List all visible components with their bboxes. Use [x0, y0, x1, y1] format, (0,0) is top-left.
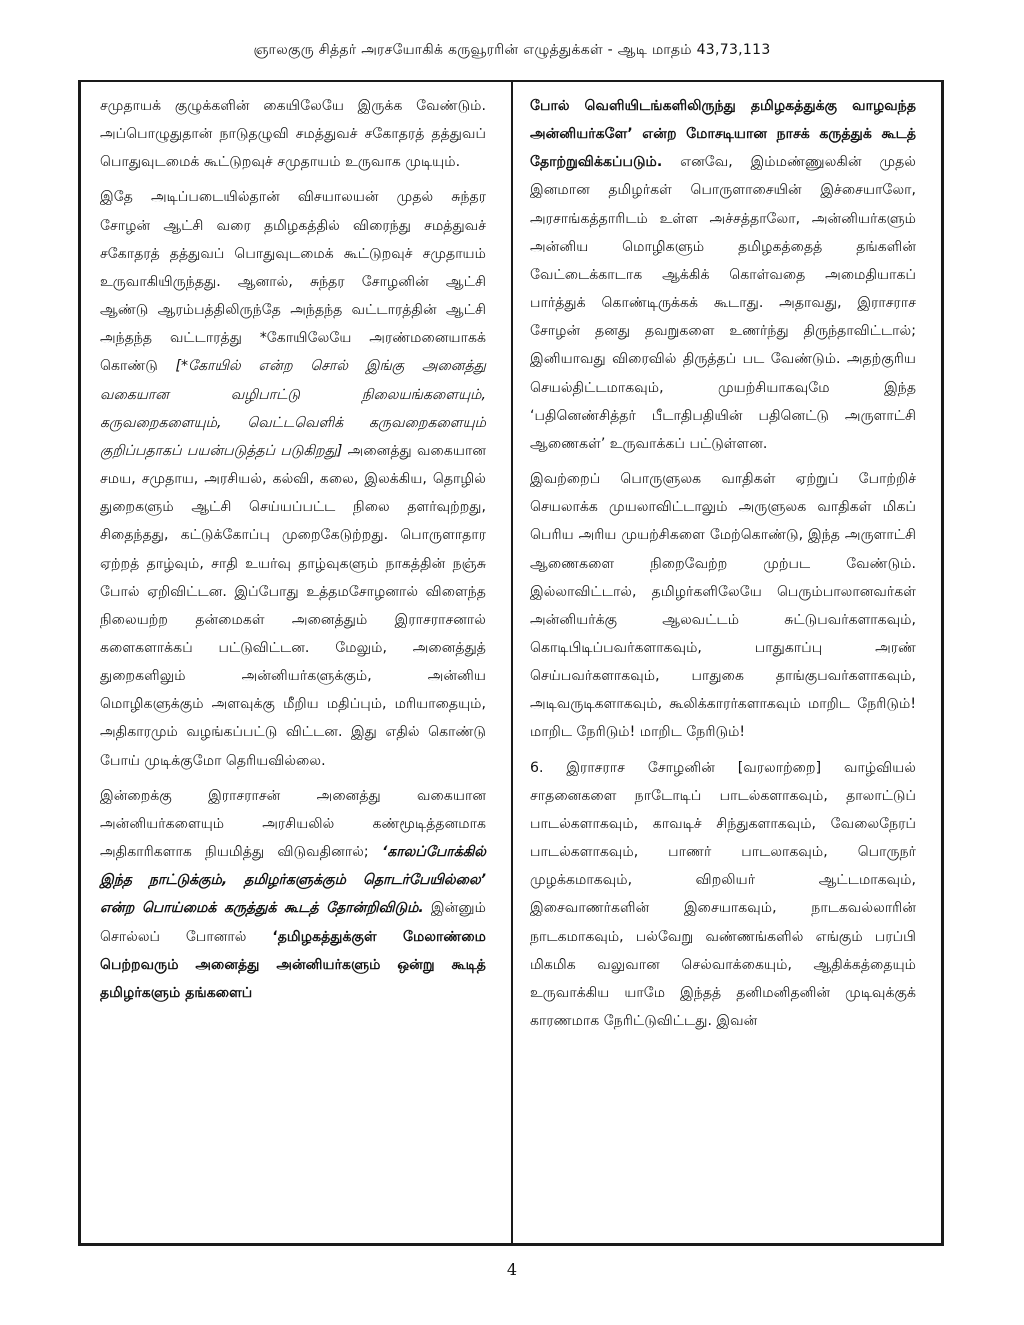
left-column — [100, 92, 486, 1014]
paragraph: இன்றைக்கு இராசராசன் அனைத்து வகையான அன்னியர்களையும் அரசியலில் கண்மூடித்தனமாக அதிகாரிகளாக நியமித்து விடுவதினால்; ‘காலப்போக்கில் இந்த நாட்டுக்கும், தமிழர்களுக்கும் தொடர்பேயில்லை’ என்ற பொய்மைக் கருத்துக் கூடத் தோன்றிவிடும். இன்னும் சொல்லப் போனால் ‘தமிழகத்துக்குள் மேலாண்மை பெற்றவரும் அனைத்து அன்னியர்களும் ஒன்று கூடித் தமிழர்களும் தங்களைப் — [100, 787, 486, 1001]
emphasis: போல் வெளியிடங்களிலிருந்து தமிழகத்துக்கு வாழவந்த அன்னியர்களே’ என்ற மோசடியான நாசக் கருத்துக் கூடத் தோற்றுவிக்கப்படும். — [530, 98, 916, 171]
right-column — [530, 92, 916, 1042]
page-number: 4 — [506, 1260, 518, 1279]
italic-note: [*கோயில் என்ற சொல் இங்கு அனைத்து வகையான வழிபாட்டு நிலையங்களையும், கருவறைகளையும், வெட்டவெளிக் கருவறைகளையும் குறிப்பதாகப் பயன்படுத்தப் படுகிறது] — [100, 358, 486, 459]
running-header: ஞாலகுரு சித்தர் அரசயோகிக் கருவூரரின் எழுத்துக்கள் - ஆடி மாதம் 43,73,113 — [253, 42, 771, 58]
paragraph: போல் வெளியிடங்களிலிருந்து தமிழகத்துக்கு வாழவந்த அன்னியர்களே’ என்ற மோசடியான நாசக் கருத்துக் கூடத் தோற்றுவிக்கப்படும். எனவே, இம்மண்ணுலகின் முதல் இனமான தமிழர்கள் பொருளாசையின் இச்சையாலோ, அரசாங்கத்தாரிடம் உள்ள அச்சத்தாலோ, அன்னியர்களும் அன்னிய மொழிகளும் தமிழகத்தைத் தங்களின் வேட்டைக்காடாக ஆக்கிக் கொள்வதை அமைதியாகப் பார்த்துக் கொண்டிருக்கக் கூடாது. அதாவது, இராசராச சோழன் தனது தவறுகளை உணர்ந்து திருந்தாவிட்டால்; இனியாவது விரைவில் திருத்தப் பட வேண்டும். அதற்குரிய செயல்திட்டமாகவும், முயற்சியாகவுமே இந்த ‘பதினெண்சித்தர் பீடாதிபதியின் பதினெட்டு அருளாட்சி ஆணைகள்’ உருவாக்கப் பட்டுள்ளன. — [530, 98, 916, 452]
paragraph: சமுதாயக் குழுக்களின் கையிலேயே இருக்க வேண்டும். அப்பொழுதுதான் நாடுதழுவி சமத்துவச் சகோதரத் தத்துவப் பொதுவுடமைக் கூட்டுறவுச் சமுதாயம் உருவாக முடியும். — [100, 98, 486, 171]
paragraph: 6. இராசராச சோழனின் [வரலாற்றை] வாழ்வியல் சாதனைகளை நாடோடிப் பாடல்களாகவும், தாலாட்டுப் பாடல்களாகவும், காவடிச் சிந்துகளாகவும், வேலைநேரப் பாடல்களாகவும், பாணர் பாடலாகவும், பொருநர் முழக்கமாகவும், விறலியர் ஆட்டமாகவும், இசைவாணர்களின் இசையாகவும், நாடகவல்லாரின் நாடகமாகவும், பல்வேறு வண்ணங்களில் எங்கும் பரப்பி மிகமிக வலுவான செல்வாக்கையும், ஆதிக்கத்தையும் உருவாக்கிய யாமே இந்தத் தனிமனிதனின் முடிவுக்குக் காரணமாக நேரிட்டுவிட்டது. இவன் — [530, 759, 916, 1029]
paragraph: இவற்றைப் பொருளுலக வாதிகள் ஏற்றுப் போற்றிச் செயலாக்க முயலாவிட்டாலும் அருளுலக வாதிகள் மிகப் பெரிய அரிய முயற்சிகளை மேற்கொண்டு, இந்த அருளாட்சி ஆணைகளை நிறைவேற்ற முற்பட வேண்டும். இல்லாவிட்டால், தமிழர்களிலேயே பெரும்பாலானவர்கள் அன்னியர்க்கு ஆலவட்டம் சுட்டுபவர்களாகவும், கொடிபிடிப்பவர்களாகவும், பாதுகாப்பு அரண் செய்பவர்களாகவும், பாதுகை தாங்குபவர்களாகவும், அடிவருடிகளாகவும், கூலிக்காரர்களாகவும் மாறிட நேரிடும்! மாறிட நேரிடும்! மாறிட நேரிடும்! — [530, 471, 916, 741]
emphasis: ‘காலப்போக்கில் இந்த நாட்டுக்கும், தமிழர்களுக்கும் தொடர்பேயில்லை’ என்ற பொய்மைக் கருத்துக் கூடத் தோன்றிவிடும். — [100, 844, 486, 917]
column-divider — [511, 82, 513, 1244]
emphasis: ‘தமிழகத்துக்குள் மேலாண்மை பெற்றவரும் அனைத்து அன்னியர்களும் ஒன்று கூடித் தமிழர்களும் தங்களைப் — [100, 928, 486, 1001]
paragraph: இதே அடிப்படையில்தான் விசயாலயன் முதல் சுந்தர சோழன் ஆட்சி வரை தமிழகத்தில் விரைந்து சமத்துவச் சகோதரத் தத்துவப் பொதுவுடமைக் கூட்டுறவுச் சமுதாயம் உருவாகியிருந்தது. ஆனால், சுந்தர சோழனின் ஆட்சி ஆண்டு ஆரம்பத்திலிருந்தே அந்தந்த வட்டாரத்தின் ஆட்சி அந்தந்த வட்டாரத்து *கோயிலேயே அரண்மனையாகக் கொண்டு [*கோயில் என்ற சொல் இங்கு அனைத்து வகையான வழிபாட்டு நிலையங்களையும், கருவறைகளையும், வெட்டவெளிக் கருவறைகளையும் குறிப்பதாகப் பயன்படுத்தப் படுகிறது] அனைத்து வகையான சமய, சமுதாய, அரசியல், கல்வி, கலை, இலக்கிய, தொழில் துறைகளும் ஆட்சி செய்யப்பட்ட நிலை தளர்வுற்றது, சிதைந்தது, கட்டுக்கோப்பு முறைகேடுற்றது. பொருளாதார ஏற்றத் தாழ்வும், சாதி உயர்வு தாழ்வுகளும் நாகத்தின் நஞ்சு போல் ஏறிவிட்டன. இப்போது உத்தமசோழனால் விளைந்த நிலையற்ற தன்மைகள் அனைத்தும் இராசராசனால் களைகளாக்கப் பட்டுவிட்டன. மேலும், அனைத்துத் துறைகளிலும் அன்னியர்களுக்கும், அன்னிய மொழிகளுக்கும் அளவுக்கு மீறிய மதிப்பும், மரியாதையும், அதிகாரமும் வழங்கப்பட்டு விட்டன. இது எதில் கொண்டு போய் முடிக்குமோ தெரியவில்லை. — [100, 189, 486, 769]
